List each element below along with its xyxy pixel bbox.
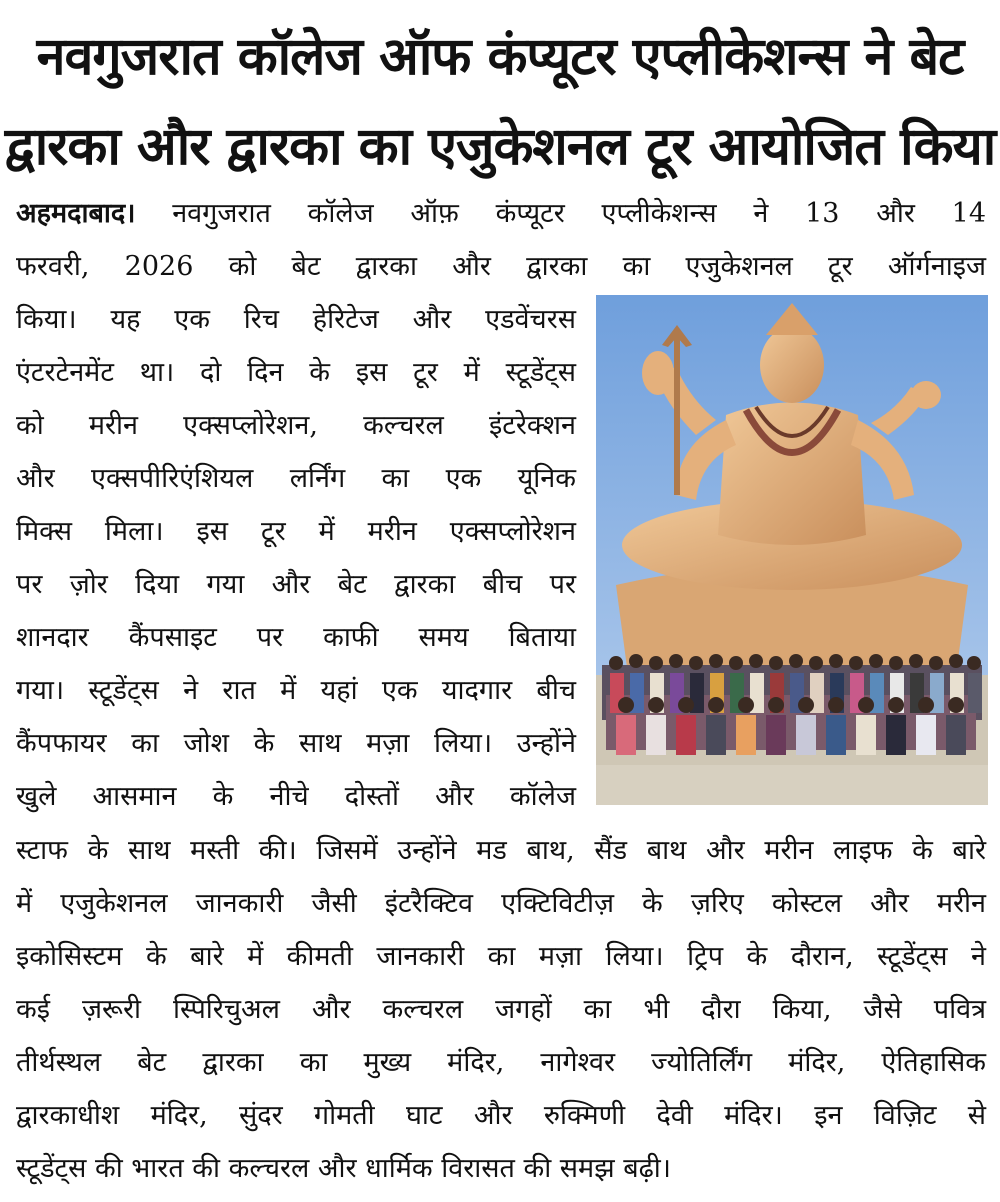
article-line-5: को मरीन एक्सप्लोरेशन, कल्चरल इंटरेक्शन [16, 410, 576, 441]
article-line-18: द्वारकाधीश मंदिर, सुंदर गोमती घाट और रुक्मिणी देवी मंदिर। इन विज़िट से [16, 1100, 986, 1131]
article-line-14: में एजुकेशनल जानकारी जैसी इंटरैक्टिव एक्टिविटीज़ के ज़रिए कोस्टल और मरीन [16, 888, 986, 919]
article-line-12: खुले आसमान के नीचे दोस्तों और कॉलेज [16, 781, 576, 812]
article-line-8: पर ज़ोर दिया गया और बेट द्वारका बीच पर [16, 569, 576, 600]
shiva-statue-group-photo-icon [596, 295, 988, 805]
article-line-15: इकोसिस्टम के बारे में कीमती जानकारी का मज़ा लिया। ट्रिप के दौरान, स्टूडेंट्स ने [16, 941, 986, 972]
article-line-6: और एक्सपीरिएंशियल लर्निंग का एक यूनिक [16, 463, 576, 494]
article-line-19: स्टूडेंट्स की भारत की कल्चरल और धार्मिक विरासत की समझ बढ़ी। [16, 1153, 672, 1184]
dateline: अहमदाबाद। [16, 198, 136, 229]
headline-line-1: नवगुजरात कॉलेज ऑफ कंप्यूटर एप्लीकेशन्स ने बेट [36, 27, 964, 87]
article-photo [596, 295, 988, 805]
article-line-2: फरवरी, 2026 को बेट द्वारका और द्वारका का एजुकेशनल टूर ऑर्गनाइज [16, 251, 986, 282]
article-line-13: स्टाफ के साथ मस्ती की। जिसमें उन्होंने मड बाथ, सैंड बाथ और मरीन लाइफ के बारे [16, 835, 986, 866]
article-line-11: कैंपफायर का जोश के साथ मज़ा लिया। उन्होंने [16, 728, 576, 759]
headline-line-2: द्वारका और द्वारका का एजुकेशनल टूर आयोजित किया [4, 117, 996, 177]
article-line-3: किया। यह एक रिच हेरिटेज और एडवेंचरस [16, 304, 576, 335]
article-line-16: कई ज़रूरी स्पिरिचुअल और कल्चरल जगहों का भी दौरा किया, जैसे पवित्र [16, 994, 986, 1025]
article-line-10: गया। स्टूडेंट्स ने रात में यहां एक यादगार बीच [16, 675, 576, 706]
article-line-1 [16, 190, 986, 238]
article-line-7: मिक्स मिला। इस टूर में मरीन एक्सप्लोरेशन [16, 516, 576, 547]
article-line-4: एंटरटेनमेंट था। दो दिन के इस टूर में स्टूडेंट्स [16, 357, 576, 388]
article-line-1-text: नवगुजरात कॉलेज ऑफ़ कंप्यूटर एप्लीकेशन्स ने 13 और 14 [172, 198, 986, 229]
article-line-9: शानदार कैंपसाइट पर काफी समय बिताया [16, 622, 576, 653]
article-line-17: तीर्थस्थल बेट द्वारका का मुख्य मंदिर, नागेश्वर ज्योतिर्लिंग मंदिर, ऐतिहासिक [16, 1047, 986, 1078]
